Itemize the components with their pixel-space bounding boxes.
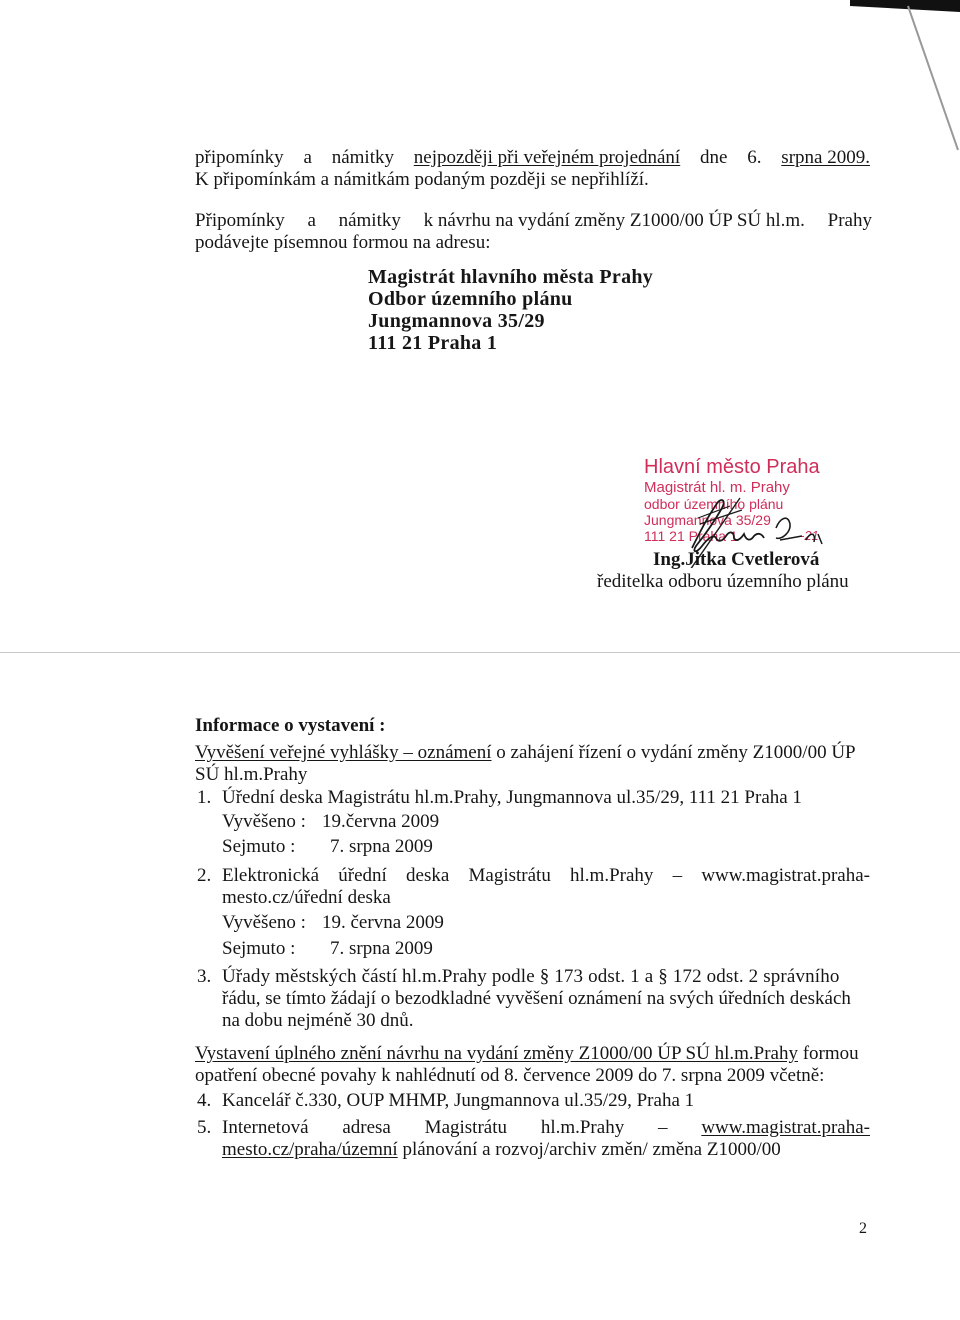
stamp-line-4: 111 21 Praha 1 (644, 528, 738, 544)
item5-line1 (222, 1117, 870, 1139)
item4-number: 4. (197, 1090, 212, 1111)
item5-word: Magistrátu (424, 1117, 507, 1138)
item1-removed-label: Sejmuto : (222, 836, 296, 857)
item5-word: adresa (342, 1117, 391, 1138)
item2-word: úřední (338, 865, 387, 886)
item2-line2: mesto.cz/úřední deska (222, 887, 391, 908)
address-line-1: Magistrát hlavního města Prahy (368, 266, 654, 288)
item3-line3: na dobu nejméně 30 dnů. (222, 1010, 414, 1031)
info-heading: Informace o vystavení : (195, 715, 386, 736)
item5-word: – (658, 1117, 668, 1138)
address-line-3: Jungmannova 35/29 (368, 310, 545, 332)
scan-corner-artifact (850, 0, 960, 165)
signatory-name: Ing.Jitka Cvetlerová (653, 549, 820, 570)
item3-line2: řádu, se tímto žádají o bezodkladné vyvěšení oznámení na svých úředních deskách (222, 988, 851, 1009)
item2-word: Magistrátu (468, 865, 551, 886)
para1-word: námitky (331, 147, 394, 168)
item1-removed-value: 7. srpna 2009 (330, 836, 433, 857)
stamp-line-2: odbor územního plánu (644, 496, 784, 512)
item1-posted-label: Vyvěšeno : (222, 811, 306, 832)
para1-word: a (303, 147, 312, 168)
info-lead-line1 (195, 742, 856, 764)
para2-line2: podávejte písemnou formou na adresu: (195, 232, 491, 253)
item5-line2-rest: plánování a rozvoj/archiv změn/ změna Z1000/00 (397, 1139, 781, 1160)
para1-deadline: nejpozději při veřejném projednání (413, 147, 681, 168)
item5-link[interactable]: www.magistrat.praha- (701, 1117, 870, 1138)
para1-line1 (195, 147, 870, 169)
item2-word: Elektronická (222, 865, 320, 886)
item5-number: 5. (197, 1117, 212, 1138)
item1-text: Úřední deska Magistrátu hl.m.Prahy, Jungmannova ul.35/29, 111 21 Praha 1 (222, 787, 802, 808)
item5-word: hl.m.Prahy (540, 1117, 625, 1138)
para2-word: Připomínky (195, 210, 285, 231)
item2-posted-label: Vyvěšeno : (222, 912, 306, 933)
para2-word: k návrhu na vydání změny Z1000/00 ÚP SÚ hl.m. (423, 210, 805, 231)
para1-word: 6. (747, 147, 762, 168)
item3-number: 3. (197, 966, 212, 987)
para1-word: dne (700, 147, 728, 168)
item1-posted-value: 19.června 2009 (322, 811, 440, 832)
item5-line2 (222, 1139, 781, 1161)
page-number: 2 (859, 1220, 867, 1237)
info-lead-rest: o zahájení řízení o vydání změny Z1000/00 ÚP (491, 742, 856, 763)
item5-link-continued[interactable]: mesto.cz/praha/územní (222, 1139, 398, 1160)
stamp-line-1: Magistrát hl. m. Prahy (644, 479, 790, 496)
signatory-role: ředitelka odboru územního plánu (597, 571, 849, 592)
exhibition-para-line1 (195, 1043, 859, 1065)
item5-word: Internetová (222, 1117, 309, 1138)
item2-number: 2. (197, 865, 212, 886)
item1-number: 1. (197, 787, 212, 808)
item2-word: www.magistrat.praha- (701, 865, 870, 886)
stamp-line-3: Jungmannova 35/29 (644, 512, 771, 528)
para1-date: srpna 2009. (781, 147, 870, 168)
para2-word: Prahy (827, 210, 872, 231)
exhibition-underlined: Vystavení úplného znění návrhu na vydání změny Z1000/00 ÚP SÚ hl.m.Prahy (195, 1043, 798, 1064)
item3-line1: Úřady městských částí hl.m.Prahy podle § 173 odst. 1 a § 172 odst. 2 správního (222, 966, 840, 987)
item2-word: hl.m.Prahy (570, 865, 654, 886)
para2-word: námitky (338, 210, 401, 231)
info-lead-line2: SÚ hl.m.Prahy (195, 764, 308, 785)
para1-word: připomínky (195, 147, 284, 168)
item4-text: Kancelář č.330, OUP MHMP, Jungmannova ul.35/29, Praha 1 (222, 1090, 695, 1111)
para1-line2: K připomínkám a námitkám podaným později se nepřihlíží. (195, 169, 649, 190)
address-line-4: 111 21 Praha 1 (368, 332, 498, 354)
para2-word: a (307, 210, 316, 231)
item2-line1 (222, 865, 870, 887)
para2-line1 (195, 210, 872, 232)
item2-removed-value: 7. srpna 2009 (330, 938, 433, 959)
item2-posted-value: 19. června 2009 (322, 912, 444, 933)
exhibition-rest: formou (797, 1043, 859, 1064)
item2-word: deska (406, 865, 450, 886)
fold-line (0, 652, 960, 653)
exhibition-para-line2: opatření obecné povahy k nahlédnutí od 8. července 2009 do 7. srpna 2009 včetně: (195, 1065, 825, 1086)
item2-word: – (672, 865, 683, 886)
info-lead-underlined: Vyvěšení veřejné vyhlášky – oznámení (195, 742, 492, 763)
stamp-number: -21 (800, 528, 819, 543)
stamp-title: Hlavní město Praha (644, 456, 820, 478)
address-line-2: Odbor územního plánu (368, 288, 573, 310)
item2-removed-label: Sejmuto : (222, 938, 296, 959)
